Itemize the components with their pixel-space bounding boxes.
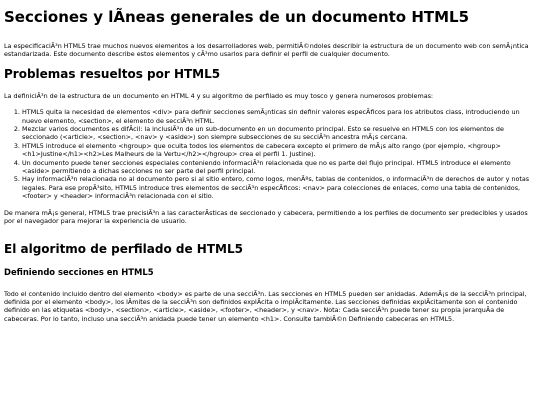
problems-list bbox=[4, 108, 536, 200]
problem-item-5: 5. Hay informaciÃ³n relacionada no al documento pero si al sitio entero, como logos, menÃºs, tablas de contenidos, o informaciÃ³n de derechos de autor y notas legales. Para ese propÃ³sito, HTML5 introduce tres elementos de secciÃ³n especÃficos: <nav> para colecciones de enlaces, como una tabla de contenidos, <footer> y <header> informaciÃ³n relacionada con el sitio. bbox=[22, 175, 536, 200]
problems-section bbox=[4, 67, 536, 226]
page-title: Secciones y lÃneas generales de un documento HTML5 bbox=[4, 8, 470, 26]
problems-heading: Problemas resueltos por HTML5 bbox=[4, 66, 221, 81]
defining-sections-heading: Definiendo secciones en HTML5 bbox=[4, 266, 154, 277]
algorithm-heading: El algoritmo de perfilado de HTML5 bbox=[4, 241, 243, 256]
problem-item-4: 4. Un documento puede tener secciones especiales conteniendo informaciÃ³n relacionada que no es parte del flujo principal. HTML5 introduce el elemento <aside> permitiendo a dichas secciones no ser parte del perfil principal. bbox=[22, 159, 536, 176]
defining-sections-paragraph: Todo el contenido incluido dentro del elemento <body> es parte de una secciÃ³n. Las secciones en HTML5 pueden ser anidadas. AdemÃ¡s de la secciÃ³n principal, definida por el elemento <body>, los lÃmites de la secciÃ³n son definidos explÃcita o implÃcitamente. Las secciones definidas explÃcitamente son el contenido definido en las etiquetas <body>, <section>, <article>, <aside>, <footer>, <header>, y <nav>. Nota: Cada secciÃ³n puede tener su propia jerarquÃa de cabeceras. Por lo tanto, incluso una secciÃ³n anidada puede tener un elemento <h1>. Consulte tambiÃ©n Definiendo cabeceras en HTML5. bbox=[4, 289, 527, 323]
algorithm-section bbox=[4, 242, 536, 324]
problem-item-2: 2. Mezclar varios documentos es difÃcil: la inclusiÃ³n de un sub-documento en un documento principal. Esto se resuelve en HTML5 con los elementos de seccionado (<article>, <section>, <nav> y <aside>) son siempre subsecciones de su secciÃ³n ancestra mÃ¡s cercana. bbox=[22, 125, 536, 142]
intro-paragraph: La especificaciÃ³n HTML5 trae muchos nuevos elementos a los desarrolladores web, permitiÃ©ndoles describir la estructura de un documento web con semÃ¡ntica estandarizada. Este documento describe estos elementos y cÃ³mo usarlos para definir el perfil de cualquier documento. bbox=[4, 42, 529, 59]
problem-item-1: 1. HTML5 quita la necesidad de elementos <div> para definir secciones semÃ¡nticas sin definir valores especÃficos para los atributos class, introduciendo un nuevo elemento, <section>, el elemento de secciÃ³n HTML. bbox=[22, 108, 536, 125]
problem-item-3: 3. HTML5 introduce el elemento <hgroup> que oculta todos los elementos de cabecera excepto el primero de mÃ¡s alto rango (por ejemplo, <hgroup><h1>Justine</h1><h2>Les Malheurs de la Vertu</h2></hgroup> crea el perfil 1. Justine). bbox=[22, 142, 536, 159]
problems-conclusion-paragraph: De manera mÃ¡s general, HTML5 trae precisiÃ³n a las caracterÃsticas de seccionado y cabecera, permitiendo a los perfiles de documento ser predecibles y usados por el navegador para mejorar la experiencia de usuario. bbox=[4, 208, 528, 226]
problems-intro-paragraph: La definiciÃ³n de la estructura de un documento en HTML 4 y su algoritmo de perfilado es muy tosco y genera numerosos problemas: bbox=[4, 91, 434, 100]
